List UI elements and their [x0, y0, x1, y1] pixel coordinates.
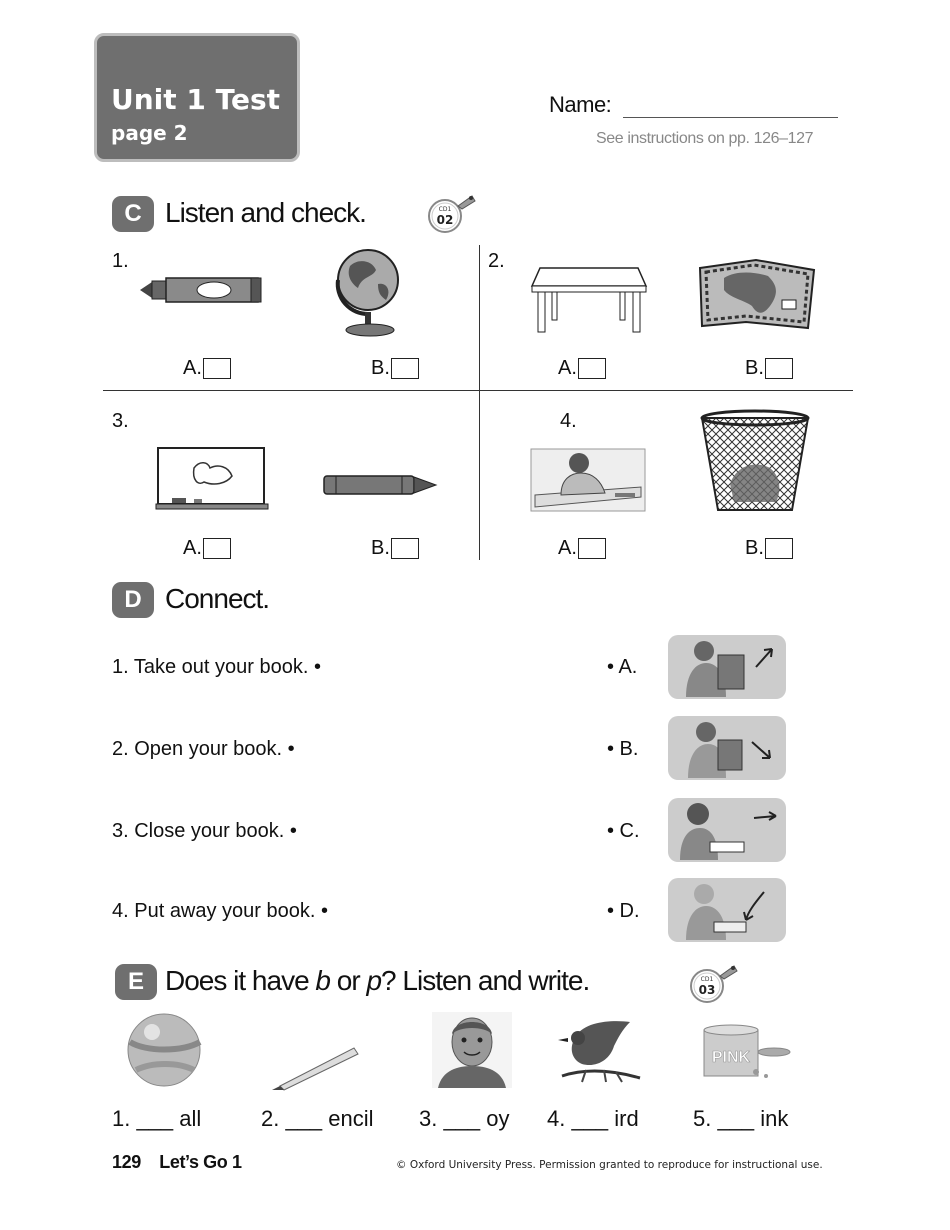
item-1-number: 1. [112, 250, 129, 272]
item-4-option-a [558, 537, 606, 560]
boy-icon [432, 1012, 512, 1088]
checkbox-3b[interactable] [391, 538, 419, 559]
marker-icon [138, 276, 263, 304]
checkbox-1b[interactable] [391, 358, 419, 379]
footer-copyright: © Oxford University Press. Permission granted to reproduce for instructional use. [396, 1159, 823, 1171]
checkbox-1a[interactable] [203, 358, 231, 379]
option-b-label: B. [371, 537, 390, 559]
option-a-label: A. [558, 357, 577, 379]
connect-right-b[interactable]: • B. [607, 738, 639, 760]
grid-vertical-divider [479, 245, 480, 560]
connect-right-d[interactable]: • D. [607, 900, 640, 922]
map-icon [696, 258, 818, 332]
instructions-note: See instructions on pp. 126–127 [596, 130, 814, 147]
take-out-book-picture [668, 635, 786, 699]
item-1-option-b [371, 357, 419, 380]
paint-label: PINK [711, 1049, 751, 1066]
write-item-1[interactable]: 1. ___ all [112, 1106, 202, 1131]
checkbox-4b[interactable] [765, 538, 793, 559]
option-b-label: B. [371, 357, 390, 379]
cd-track-icon [428, 193, 478, 237]
item-4-option-b [745, 537, 793, 560]
item-3-option-a [183, 537, 231, 560]
option-b-label: B. [745, 357, 764, 379]
section-c-title: Listen and check. [165, 197, 366, 228]
wastebasket-icon [700, 410, 812, 514]
checkbox-2b[interactable] [765, 358, 793, 379]
name-write-line[interactable] [623, 117, 838, 118]
board-icon [156, 446, 268, 510]
section-d-title: Connect. [165, 583, 270, 614]
option-a-label: A. [183, 537, 202, 559]
write-item-2[interactable]: 2. ___ encil [261, 1106, 374, 1131]
connect-left-3[interactable]: 3. Close your book. • [112, 820, 297, 842]
section-e-title [165, 965, 589, 997]
section-e-badge: E [115, 964, 157, 1000]
bird-icon [556, 1016, 642, 1084]
section-d-badge: D [112, 582, 154, 618]
option-a-label: A. [558, 537, 577, 559]
connect-left-4[interactable]: 4. Put away your book. • [112, 900, 329, 922]
cd-label: CD1 [700, 976, 714, 983]
unit-subtitle: page 2 [111, 121, 188, 145]
checkbox-3a[interactable] [203, 538, 231, 559]
letter-p: p [366, 965, 382, 996]
item-3-number: 3. [112, 410, 129, 432]
grid-horizontal-divider [103, 390, 853, 391]
title-part: ? Listen and write. [381, 965, 590, 996]
unit-title-group [94, 33, 300, 162]
globe-icon [332, 244, 404, 340]
crayon-icon [322, 474, 438, 496]
item-2-option-a [558, 357, 606, 380]
write-item-3[interactable]: 3. ___ oy [419, 1106, 510, 1131]
connect-right-a[interactable]: • A. [607, 656, 638, 678]
cd-track-icon [690, 963, 740, 1007]
paint-can-icon [700, 1024, 792, 1080]
cd-track-number: 02 [436, 213, 454, 227]
pencil-icon [272, 1044, 362, 1090]
write-item-5[interactable]: 5. ___ ink [693, 1106, 789, 1131]
unit-title: Unit 1 Test [111, 83, 281, 116]
option-b-label: B. [745, 537, 764, 559]
footer-page-number: 129 Let’s Go 1 [112, 1152, 242, 1172]
cd-track-number: 03 [698, 983, 716, 997]
student-at-desk-icon [531, 449, 645, 511]
connect-left-2[interactable]: 2. Open your book. • [112, 738, 295, 760]
item-2-option-b [745, 357, 793, 380]
item-2-number: 2. [488, 250, 505, 272]
title-part: Does it have [165, 965, 316, 996]
name-label: Name: [549, 92, 612, 117]
connect-right-c[interactable]: • C. [607, 820, 640, 842]
letter-b: b [315, 965, 330, 996]
item-3-option-b [371, 537, 419, 560]
close-book-picture [668, 798, 786, 862]
item-4-number: 4. [560, 410, 577, 432]
option-a-label: A. [183, 357, 202, 379]
cd-label: CD1 [438, 206, 452, 213]
ball-icon [126, 1012, 204, 1090]
checkbox-2a[interactable] [578, 358, 606, 379]
section-c-badge: C [112, 196, 154, 232]
checkbox-4a[interactable] [578, 538, 606, 559]
open-book-picture [668, 716, 786, 780]
put-away-book-picture [668, 878, 786, 942]
title-part: or [330, 965, 367, 996]
write-item-4[interactable]: 4. ___ ird [547, 1106, 639, 1131]
connect-left-1[interactable]: 1. Take out your book. • [112, 656, 321, 678]
desk-icon [530, 266, 648, 334]
item-1-option-a [183, 357, 231, 380]
